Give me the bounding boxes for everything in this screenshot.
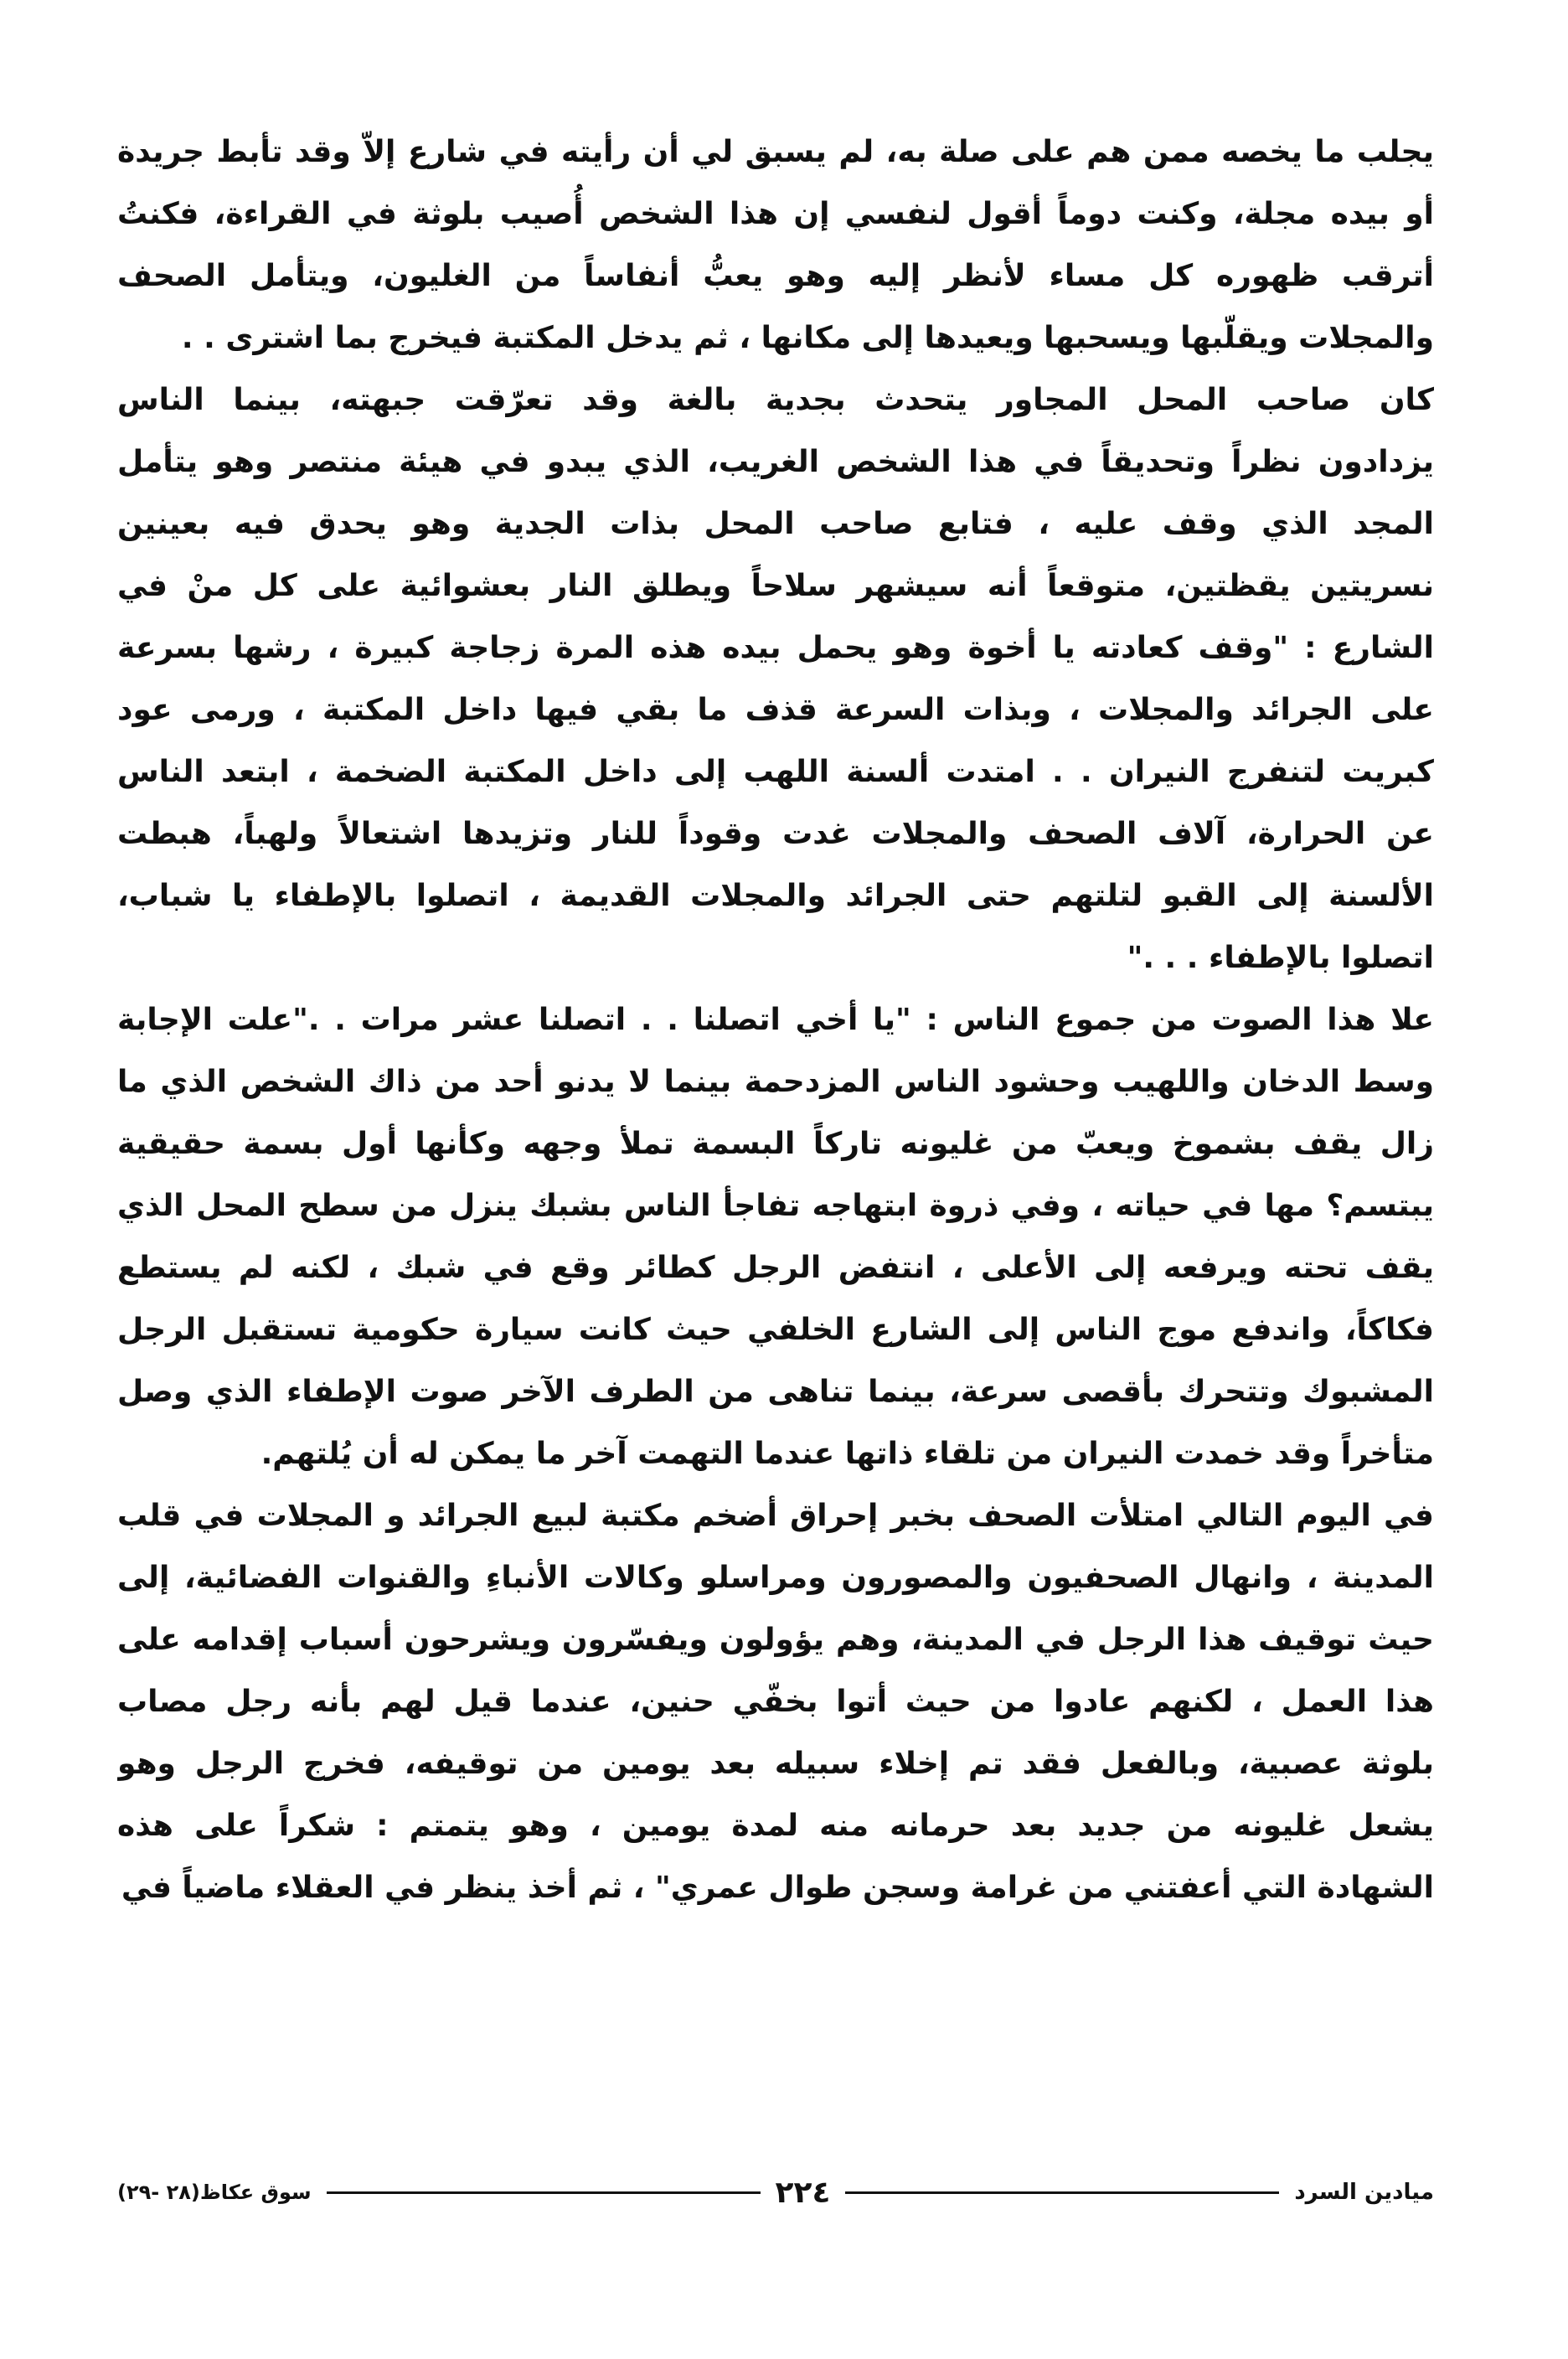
text-line: حيث توقيف هذا الرجل في المدينة، وهم يؤولون ويفسّرون ويشرحون أسباب إقدامه على [117,1623,1434,1657]
footer-rule-left [327,2191,761,2194]
text-line: نسريتين يقظتين، متوقعاً أنه سيشهر سلاحاً ويطلق النار بعشوائية على كل منْ في [117,569,1434,603]
text-line: والمجلات ويقلّبها ويسحبها ويعيدها إلى مكانها ، ثم يدخل المكتبة فيخرج بما اشترى . . [181,321,1434,355]
text-line: على الجرائد والمجلات ، وبذات السرعة قذف ما بقي فيها داخل المكتبة ، ورمى عود [117,693,1434,727]
text-line: أترقب ظهوره كل مساء لأنظر إليه وهو يعبُّ أنفاساً من الغليون، ويتأمل الصحف [117,259,1434,293]
text-line: المدينة ، وانهال الصحفيون والمصورون ومراسلو وكالات الأنباءِ والقنوات الفضائية، إلى [117,1561,1434,1595]
text-line: كان صاحب المحل المجاور يتحدث بجدية بالغة وقد تعرّقت جبهته، بينما الناس [117,383,1434,417]
footer-section-title: ميادين السرد [1294,2180,1434,2205]
text-line: متأخراً وقد خمدت النيران من تلقاء ذاتها عندما التهمت آخر ما يمكن له أن يُلتهم. [260,1437,1434,1471]
page-footer [117,2171,1434,2213]
text-line: عن الحرارة، آلاف الصحف والمجلات غدت وقوداً للنار وتزيدها اشتعالاً ولهباً، هبطت [117,817,1434,851]
text-line: زال يقف بشموخ ويعبّ من غليونه تاركاً البسمة تملأ وجهه وكأنها أول بسمة حقيقية [117,1127,1434,1161]
text-line: الألسنة إلى القبو لتلتهم حتى الجرائد والمجلات القديمة ، اتصلوا بالإطفاء يا شباب، [117,879,1434,913]
text-line: يجلب ما يخصه ممن هم على صلة به، لم يسبق لي أن رأيته في شارع إلاّ وقد تأبط جريدة [117,135,1434,169]
text-line: أو بيده مجلة، وكنت دوماً أقول لنفسي إن هذا الشخص أُصيب بلوثة في القراءة، فكنتُ [117,197,1434,231]
text-line: فكاكاً، واندفع موج الناس إلى الشارع الخلفي حيث كانت سيارة حكومية تستقبل الرجل [117,1313,1434,1347]
text-line: المجد الذي وقف عليه ، فتابع صاحب المحل بذات الجدية وهو يحدق فيه بعينين [117,507,1434,541]
text-line: يقف تحته ويرفعه إلى الأعلى ، انتفض الرجل كطائر وقع في شبك ، لكنه لم يستطع [117,1251,1434,1285]
text-line: وسط الدخان واللهيب وحشود الناس المزدحمة بينما لا يدنو أحد من ذاك الشخص الذي ما [117,1065,1434,1099]
text-line: المشبوك وتتحرك بأقصى سرعة، بينما تناهى من الطرف الآخر صوت الإطفاء الذي وصل [117,1375,1434,1409]
text-line: يبتسم؟ مها في حياته ، وفي ذروة ابتهاجه تفاجأ الناس بشبك ينزل من سطح المحل الذي [117,1189,1434,1223]
footer-rule-right [845,2191,1279,2194]
text-line: الشهادة التي أعفتني من غرامة وسجن طوال عمري" ، ثم أخذ ينظر في العقلاء ماضياً في [121,1871,1434,1905]
body-text [117,121,1434,1919]
text-line: هذا العمل ، لكنهم عادوا من حيث أتوا بخفّي حنين، عندما قيل لهم بأنه رجل مصاب [117,1685,1434,1719]
page-number: ٢٢٤ [775,2175,831,2210]
text-line: يشعل غليونه من جديد بعد حرمانه منه لمدة يومين ، وهو يتمتم : شكراً على هذه [117,1809,1434,1843]
text-line: كبريت لتنفرج النيران . . امتدت ألسنة اللهب إلى داخل المكتبة الضخمة ، ابتعد الناس [117,755,1434,789]
text-line: اتصلوا بالإطفاء . . ." [1127,941,1434,975]
text-line: بلوثة عصبية، وبالفعل فقد تم إخلاء سبيله بعد يومين من توقيفه، فخرج الرجل وهو [117,1747,1434,1781]
footer-publication-title: سوق عكاظ(٢٨ -٢٩) [117,2181,312,2204]
text-line: علا هذا الصوت من جموع الناس : "يا أخي اتصلنا . . اتصلنا عشر مرات . ."علت الإجابة [117,1003,1434,1037]
text-line: يزدادون نظراً وتحديقاً في هذا الشخص الغريب، الذي يبدو في هيئة منتصر وهو يتأمل [117,445,1434,479]
text-line: في اليوم التالي امتلأت الصحف بخبر إحراق أضخم مكتبة لبيع الجرائد و المجلات في قلب [117,1499,1434,1533]
text-line: الشارع : "وقف كعادته يا أخوة وهو يحمل بيده هذه المرة زجاجة كبيرة ، رشها بسرعة [117,631,1434,665]
